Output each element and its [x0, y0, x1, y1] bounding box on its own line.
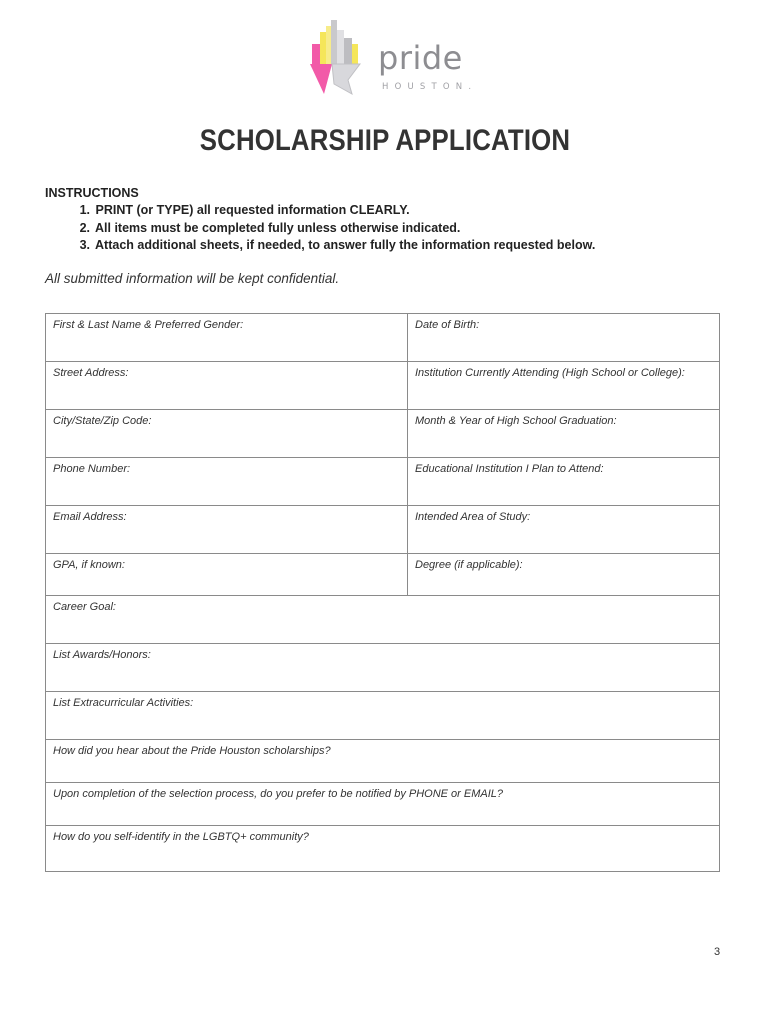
skyline-star-icon	[304, 14, 376, 98]
instruction-number: 3.	[79, 238, 90, 252]
field-city-state-zip[interactable]: City/State/Zip Code:	[46, 410, 408, 458]
field-notification-preference[interactable]: Upon completion of the selection process, do you prefer to be notified by PHONE or EMAIL?	[46, 783, 719, 826]
field-graduation-date[interactable]: Month & Year of High School Graduation:	[408, 410, 719, 458]
field-degree[interactable]: Degree (if applicable):	[408, 554, 719, 596]
instruction-text: Attach additional sheets, if needed, to answer fully the information requested below.	[95, 238, 596, 252]
confidential-note: All submitted information will be kept confidential.	[45, 271, 340, 286]
instruction-item	[45, 221, 595, 239]
field-phone-number[interactable]: Phone Number:	[46, 458, 408, 506]
instruction-number: 2.	[79, 220, 90, 235]
field-extracurricular[interactable]: List Extracurricular Activities:	[46, 692, 719, 740]
field-date-of-birth[interactable]: Date of Birth:	[408, 314, 719, 362]
instruction-item	[45, 238, 595, 256]
instruction-number: 1.	[79, 203, 90, 217]
logo-subtitle: HOUSTON.	[382, 82, 478, 92]
field-gpa[interactable]: GPA, if known:	[46, 554, 408, 596]
field-planned-institution[interactable]: Educational Institution I Plan to Attend:	[408, 458, 719, 506]
instruction-text: PRINT (or TYPE) all requested information CLEARLY.	[95, 203, 410, 217]
logo-wordmark: pride	[378, 39, 463, 77]
field-email-address[interactable]: Email Address:	[46, 506, 408, 554]
instructions-list	[45, 203, 595, 256]
page-title: SCHOLARSHIP APPLICATION	[199, 124, 571, 157]
field-street-address[interactable]: Street Address:	[46, 362, 408, 410]
field-awards-honors[interactable]: List Awards/Honors:	[46, 644, 719, 692]
application-form-table	[45, 313, 720, 872]
field-current-institution[interactable]: Institution Currently Attending (High School or College):	[408, 362, 719, 410]
field-name-gender[interactable]: First & Last Name & Preferred Gender:	[46, 314, 408, 362]
instruction-text: All items must be completed fully unless otherwise indicated.	[95, 220, 461, 235]
instructions-heading: INSTRUCTIONS	[45, 186, 139, 200]
field-lgbtq-identity[interactable]: How do you self-identify in the LGBTQ+ community?	[53, 831, 309, 843]
instruction-item	[45, 203, 595, 221]
page-number: 3	[714, 946, 721, 958]
field-career-goal[interactable]: Career Goal:	[46, 596, 719, 644]
field-area-of-study[interactable]: Intended Area of Study:	[408, 506, 719, 554]
pride-houston-logo	[304, 14, 484, 98]
field-how-heard[interactable]: How did you hear about the Pride Houston scholarships?	[46, 740, 719, 783]
